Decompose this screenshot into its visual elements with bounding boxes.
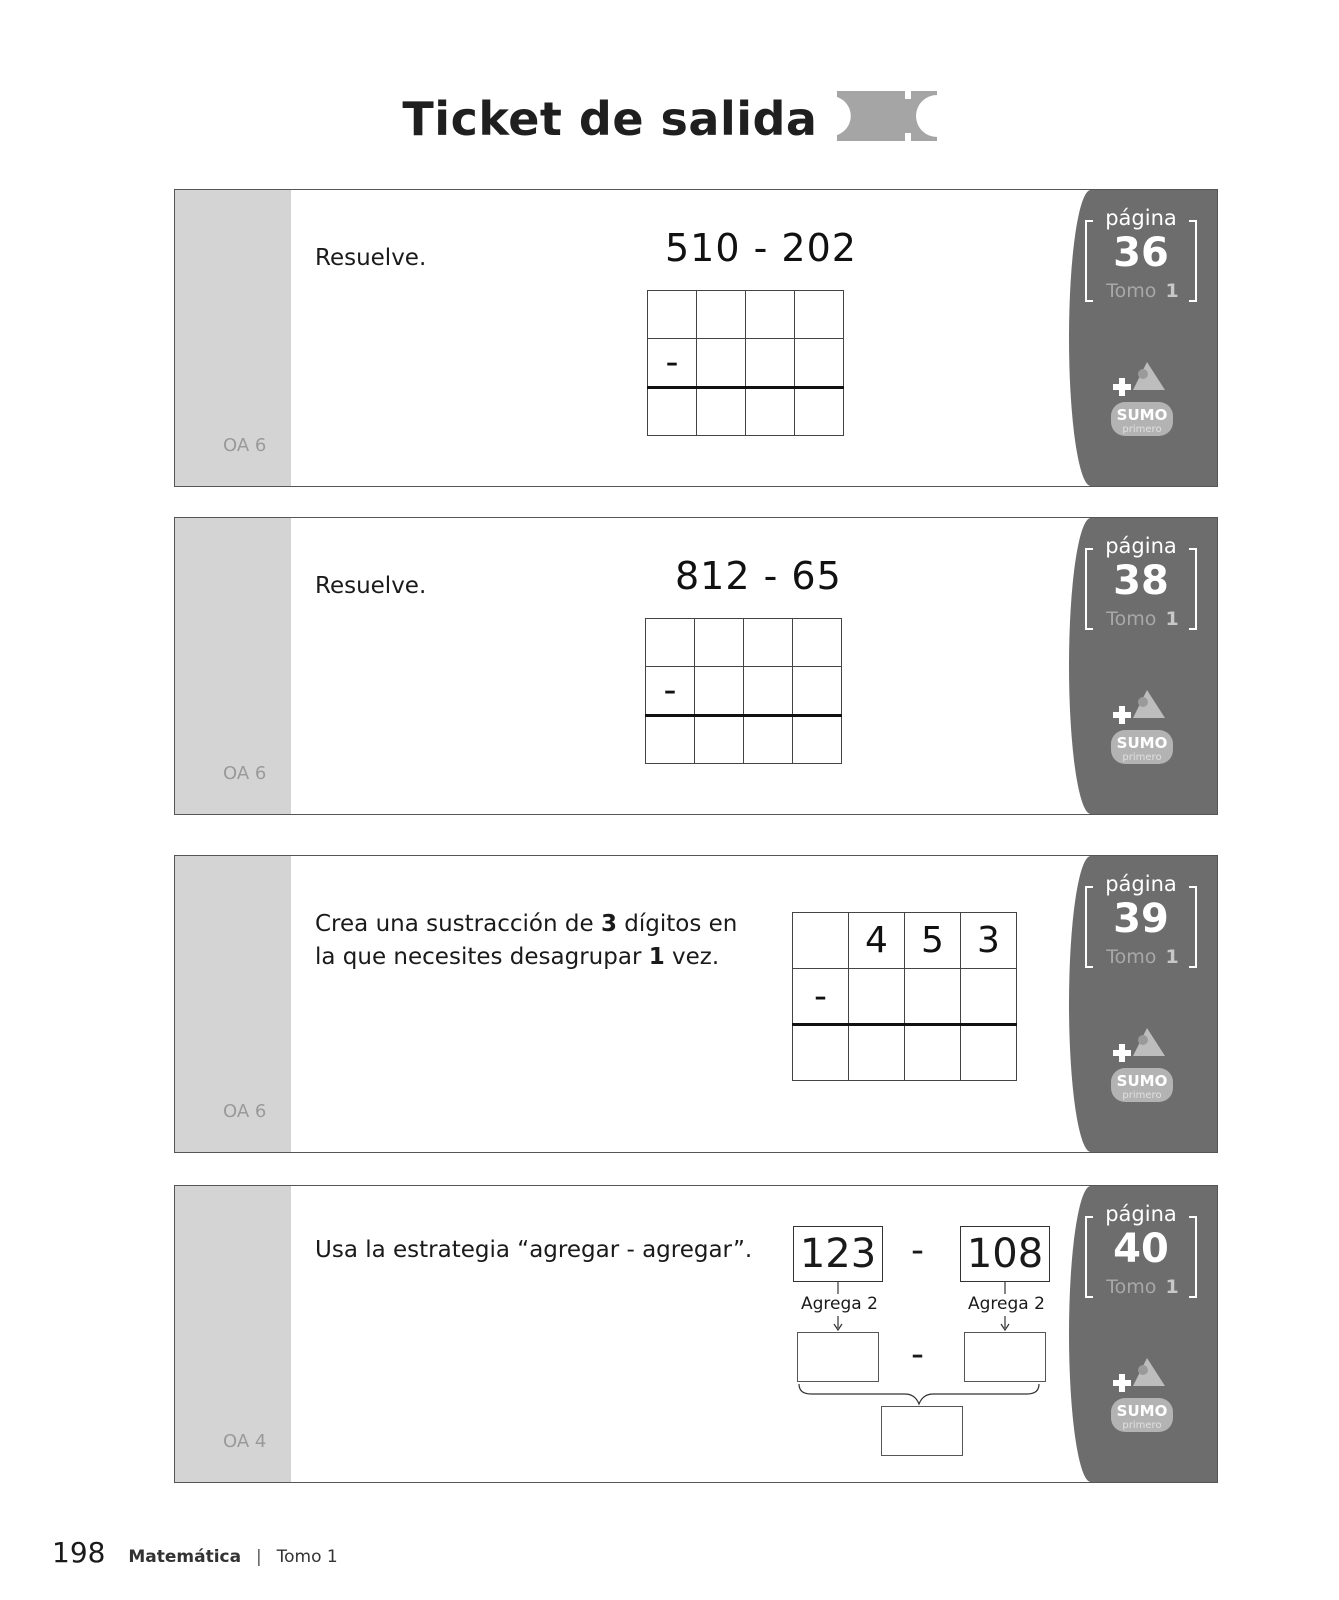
answer-box-result[interactable]: [881, 1406, 963, 1456]
page-number: 40: [1113, 1226, 1169, 1272]
answer-cell[interactable]: [648, 388, 697, 436]
page-number: 36: [1113, 230, 1169, 276]
answer-cell[interactable]: [961, 1025, 1017, 1081]
page-title: Ticket de salida: [402, 92, 818, 146]
minus-sign: -: [646, 667, 695, 716]
answer-cell[interactable]: [695, 716, 744, 764]
card-side-left: [175, 190, 291, 486]
svg-text:primero: primero: [1122, 752, 1162, 763]
tomo-number: 1: [1165, 608, 1179, 630]
minus-sign: -: [911, 1334, 924, 1375]
sumo-primero-logo: [1107, 688, 1177, 770]
card-side-left: [175, 856, 291, 1152]
grid-cell[interactable]: [961, 969, 1017, 1025]
minus-sign: -: [911, 1230, 924, 1271]
page-reference: [1085, 1202, 1197, 1298]
answer-cell[interactable]: [744, 716, 793, 764]
grid-cell[interactable]: [646, 619, 695, 667]
exit-ticket-card-1: [174, 189, 1218, 487]
card-side-right: [1069, 1186, 1217, 1482]
page-label: página: [1102, 534, 1180, 558]
oa-label: OA 4: [223, 1431, 267, 1452]
subtraction-grid: [645, 618, 842, 764]
card-side-right: [1069, 856, 1217, 1152]
add-hint-left: Agrega 2: [801, 1294, 878, 1314]
oa-label: OA 6: [223, 435, 267, 456]
page-number: 39: [1113, 896, 1169, 942]
svg-text:primero: primero: [1122, 1420, 1162, 1431]
svg-text:SUMO: SUMO: [1116, 406, 1168, 424]
tomo-label: Tomo: [1103, 1276, 1159, 1298]
tomo-number: 1: [1165, 280, 1179, 302]
instruction-text: Resuelve.: [315, 573, 427, 599]
card-side-left: [175, 1186, 291, 1482]
ticket-icon: [837, 91, 937, 141]
grid-cell[interactable]: [905, 969, 961, 1025]
grid-cell[interactable]: [744, 619, 793, 667]
subtraction-grid: [792, 912, 1017, 1081]
tomo-label: Tomo: [1103, 608, 1159, 630]
footer-separator: |: [256, 1547, 262, 1567]
footer-subject: Matemática: [128, 1547, 242, 1567]
footer-volume: Tomo 1: [276, 1547, 338, 1567]
card-side-right: [1069, 518, 1217, 814]
answer-cell[interactable]: [795, 388, 844, 436]
answer-cell[interactable]: [746, 388, 795, 436]
answer-cell[interactable]: [793, 1025, 849, 1081]
minuend-box: 123: [793, 1226, 883, 1282]
digit-cell: 5: [905, 913, 961, 969]
grid-cell[interactable]: [744, 667, 793, 716]
answer-box-right[interactable]: [964, 1332, 1046, 1382]
svg-text:SUMO: SUMO: [1116, 1072, 1168, 1090]
subtrahend-box: 108: [960, 1226, 1050, 1282]
answer-cell[interactable]: [697, 388, 746, 436]
digit-cell: 4: [849, 913, 905, 969]
subtraction-expression: 510 - 202: [665, 226, 857, 270]
answer-cell[interactable]: [849, 1025, 905, 1081]
answer-cell[interactable]: [646, 716, 695, 764]
page-label: página: [1102, 1202, 1180, 1226]
page-label: página: [1102, 206, 1180, 230]
instruction-text: Crea una sustracción de 3 dígitos en la que necesites desagrupar 1 vez.: [315, 911, 738, 970]
instruction-text: Usa la estrategia “agregar - agregar”.: [315, 1237, 753, 1263]
card-side-right: [1069, 190, 1217, 486]
grid-cell[interactable]: [695, 667, 744, 716]
sumo-primero-logo: [1107, 360, 1177, 442]
grid-cell[interactable]: [795, 339, 844, 388]
subtraction-grid: [647, 290, 844, 436]
exit-ticket-card-3: [174, 855, 1218, 1153]
digit-cell: 3: [961, 913, 1017, 969]
minus-sign: -: [648, 339, 697, 388]
tomo-label: Tomo: [1103, 946, 1159, 968]
card-side-left: [175, 518, 291, 814]
instruction-text: Resuelve.: [315, 245, 427, 271]
page-reference: [1085, 534, 1197, 630]
answer-box-left[interactable]: [797, 1332, 879, 1382]
grid-cell[interactable]: [697, 339, 746, 388]
grid-cell[interactable]: [793, 619, 842, 667]
add-hint-right: Agrega 2: [968, 1294, 1045, 1314]
grid-cell[interactable]: [695, 619, 744, 667]
tomo-label: Tomo: [1103, 280, 1159, 302]
grid-cell[interactable]: [746, 291, 795, 339]
grid-cell[interactable]: [648, 291, 697, 339]
answer-cell[interactable]: [905, 1025, 961, 1081]
sumo-primero-logo: [1107, 1356, 1177, 1438]
minus-sign: -: [793, 969, 849, 1025]
grid-cell[interactable]: [746, 339, 795, 388]
page-header: [0, 92, 1339, 146]
tomo-number: 1: [1165, 1276, 1179, 1298]
answer-cell[interactable]: [793, 716, 842, 764]
grid-cell[interactable]: [849, 969, 905, 1025]
oa-label: OA 6: [223, 763, 267, 784]
subtraction-expression: 812 - 65: [675, 554, 842, 598]
grid-cell[interactable]: [793, 667, 842, 716]
grid-cell[interactable]: [697, 291, 746, 339]
footer-page-number: 198: [52, 1536, 106, 1569]
exit-ticket-card-4: [174, 1185, 1218, 1483]
page-footer: [52, 1536, 338, 1569]
page-reference: [1085, 872, 1197, 968]
svg-text:primero: primero: [1122, 424, 1162, 435]
grid-cell: [793, 913, 849, 969]
grid-cell[interactable]: [795, 291, 844, 339]
exit-ticket-card-2: [174, 517, 1218, 815]
svg-text:SUMO: SUMO: [1116, 734, 1168, 752]
page-number: 38: [1113, 558, 1169, 604]
svg-text:SUMO: SUMO: [1116, 1402, 1168, 1420]
page-reference: [1085, 206, 1197, 302]
page-label: página: [1102, 872, 1180, 896]
sumo-primero-logo: [1107, 1026, 1177, 1108]
tomo-number: 1: [1165, 946, 1179, 968]
svg-text:primero: primero: [1122, 1090, 1162, 1101]
oa-label: OA 6: [223, 1101, 267, 1122]
